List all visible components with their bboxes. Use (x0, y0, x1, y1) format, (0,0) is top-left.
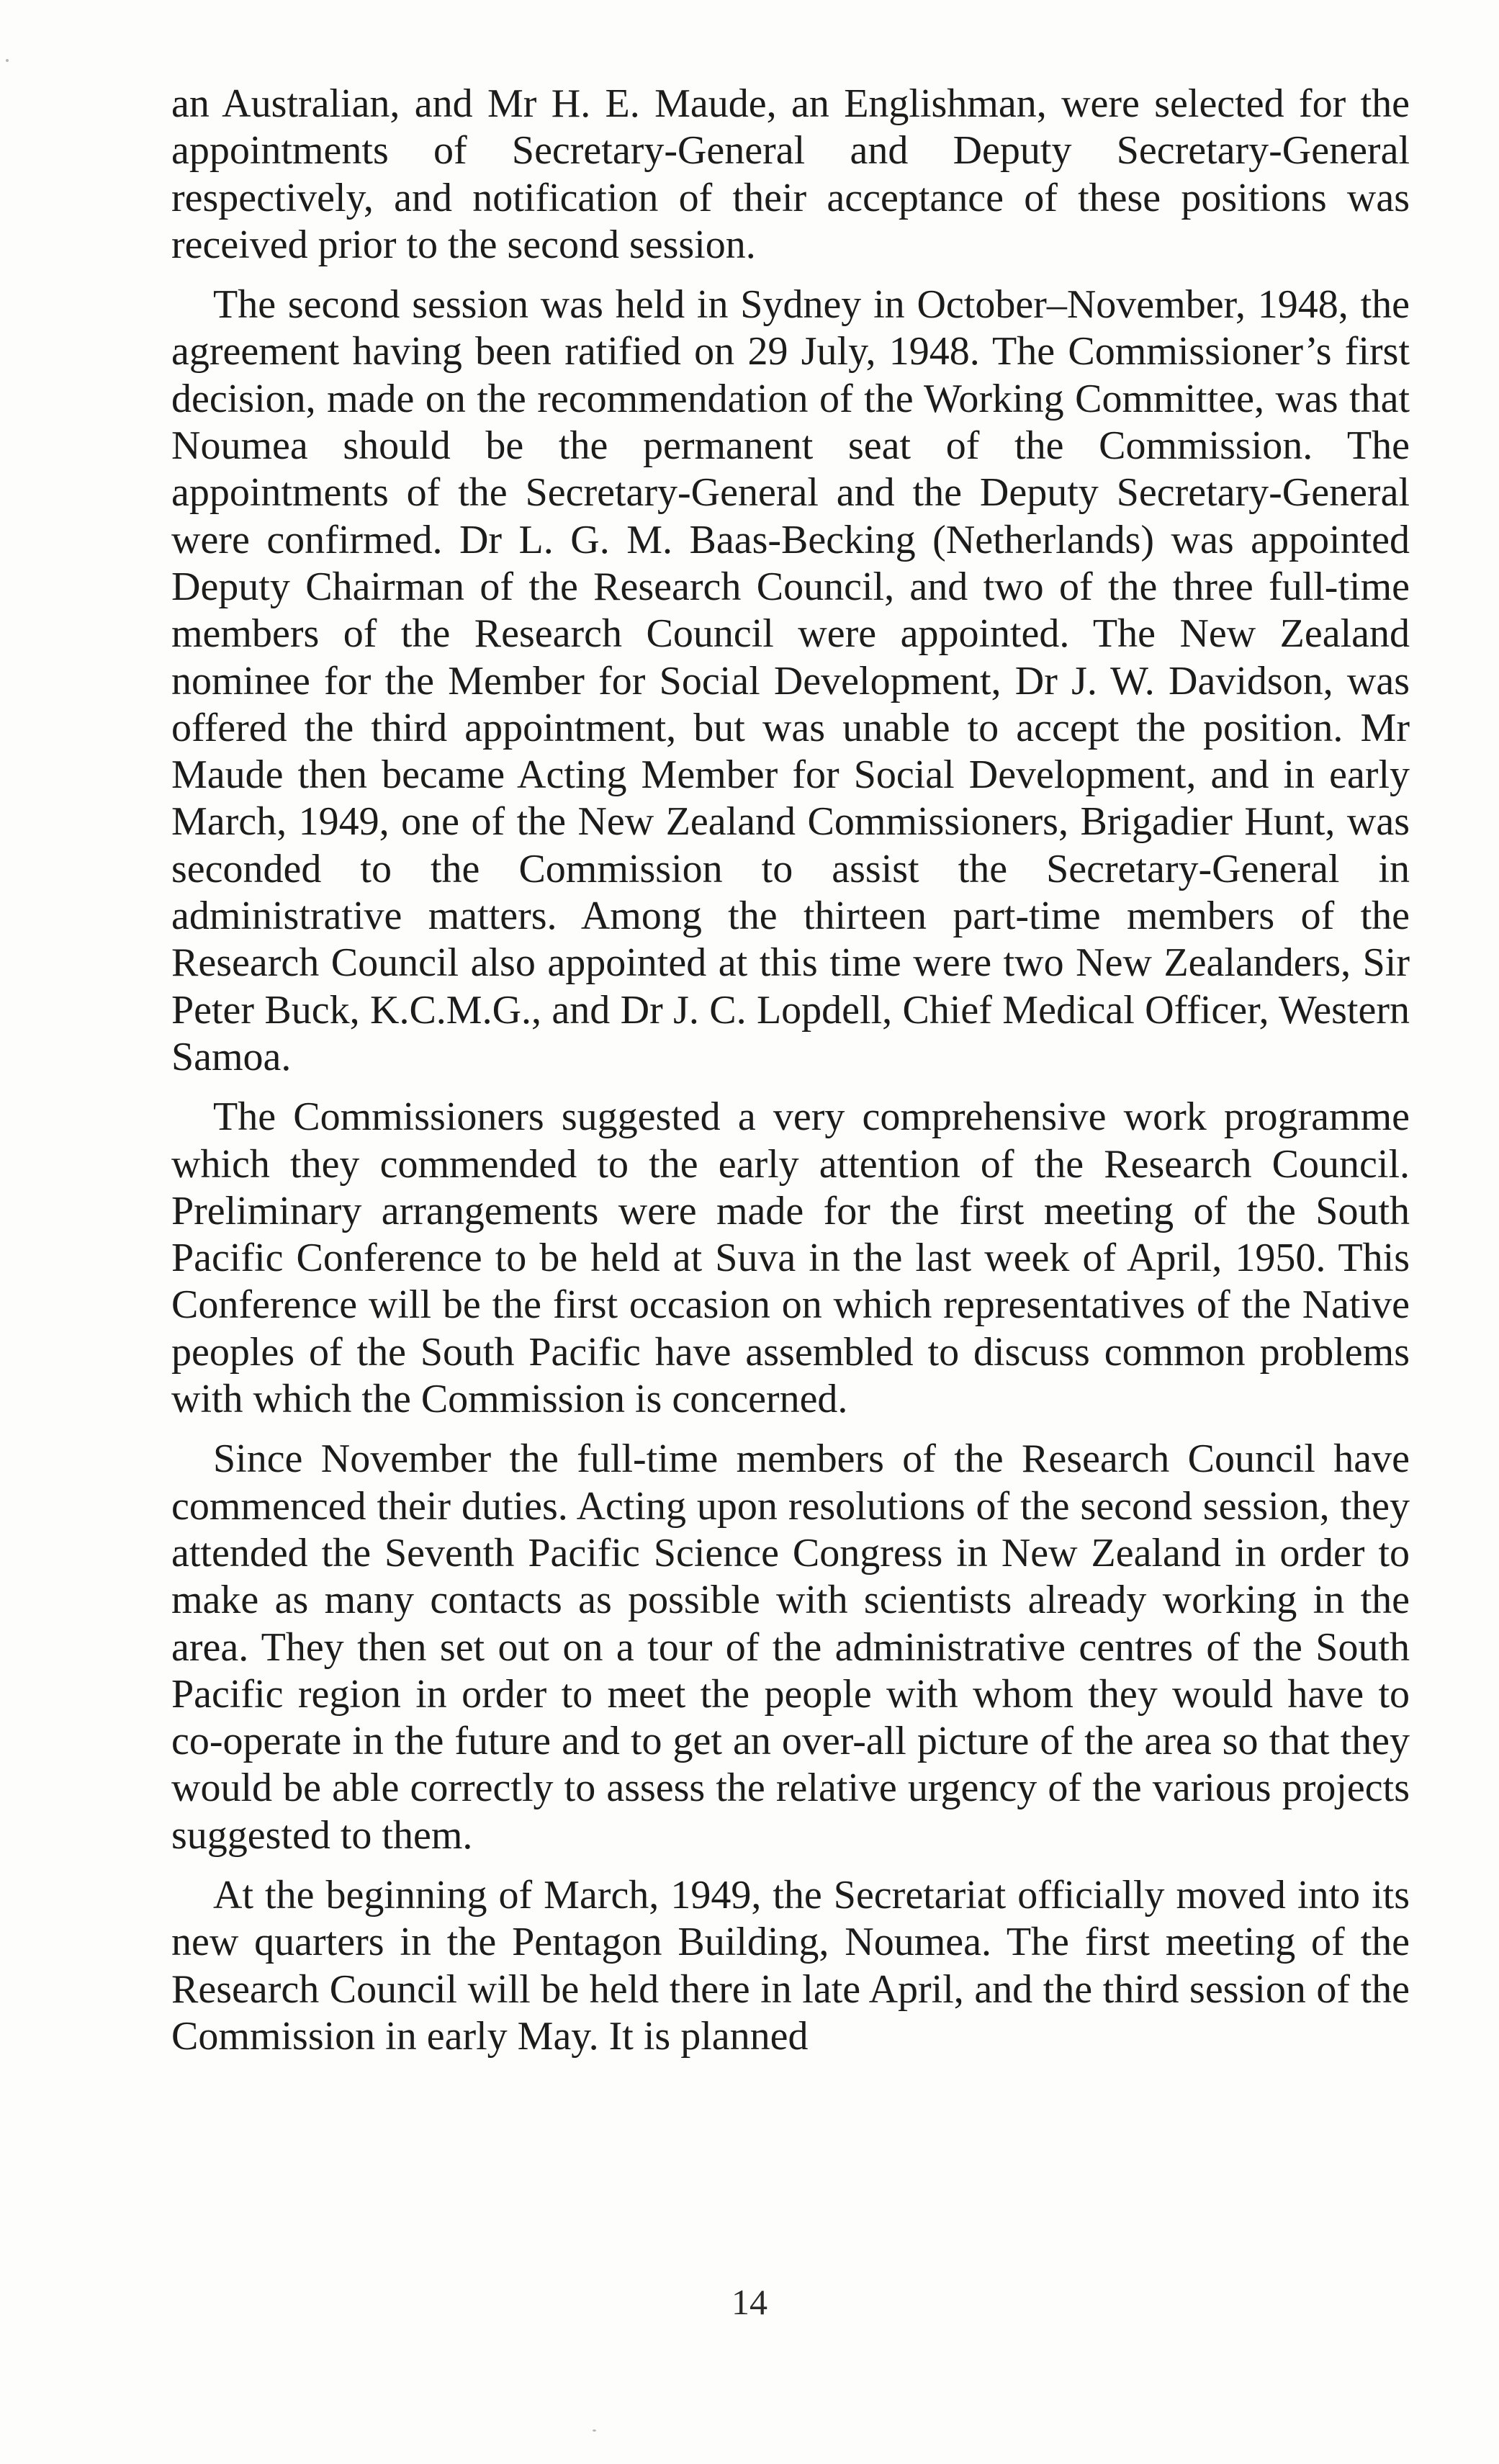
scan-speck (6, 59, 9, 62)
paragraph-1: an Australian, and Mr H. E. Maude, an Englishman, were selected for the appointments of Secretary-General and Deputy Secretary-General respectively, and notification of their acceptance of these positions was received prior to the second session. (171, 81, 1410, 267)
body-text (171, 81, 1410, 2073)
paragraph-4: Since November the full-time members of the Research Council have commenced their duties. Acting upon resolutions of the second session, they attended the Seventh Pacific Science Congress in New Zealand in order to make as many contacts as possible with scientists already working in the area. They then set out on a tour of the administrative centres of the South Pacific region in order to meet the people with whom they would have to co-operate in the future and to get an over-all picture of the area so that they would be able correctly to assess the relative urgency of the various projects suggested to them. (171, 1436, 1410, 1858)
paragraph-3: The Commissioners suggested a very comprehensive work programme which they commended to the early attention of the Research Council. Preliminary arrangements were made for the first meeting of the South Pacific Conference to be held at Suva in the last week of April, 1950. This Conference will be the first occasion on which representatives of the Native peoples of the South Pacific have assembled to discuss common problems with which the Commission is concerned. (171, 1094, 1410, 1422)
paragraph-5: At the beginning of March, 1949, the Secretariat officially moved into its new quarters in the Pentagon Building, Noumea. The first meeting of the Research Council will be held there in late April, and the third session of the Commission in early May. It is planned (171, 1872, 1410, 2059)
scan-speck (593, 2429, 596, 2432)
page-number: 14 (732, 2282, 767, 2322)
paragraph-2: The second session was held in Sydney in October–November, 1948, the agreement having been ratified on 29 July, 1948. The Commissioner’s first decision, made on the recommendation of the Working Committee, was that Noumea should be the permanent seat of the Commission. The appointments of the Secretary-General and the Deputy Secretary-General were confirmed. Dr L. G. M. Baas-Becking (Netherlands) was appointed Deputy Chairman of the Research Council, and two of the three full-time members of the Research Council were appointed. The New Zealand nominee for the Member for Social Development, Dr J. W. Davidson, was offered the third appointment, but was unable to accept the position. Mr Maude then became Acting Member for Social Development, and in early March, 1949, one of the New Zealand Commissioners, Brigadier Hunt, was seconded to the Commission to assist the Secretary-General in administrative matters. Among the thirteen part-time members of the Research Council also appointed at this time were two New Zealanders, Sir Peter Buck, K.C.M.G., and Dr J. C. Lopdell, Chief Medical Officer, Western Samoa. (171, 282, 1410, 1079)
